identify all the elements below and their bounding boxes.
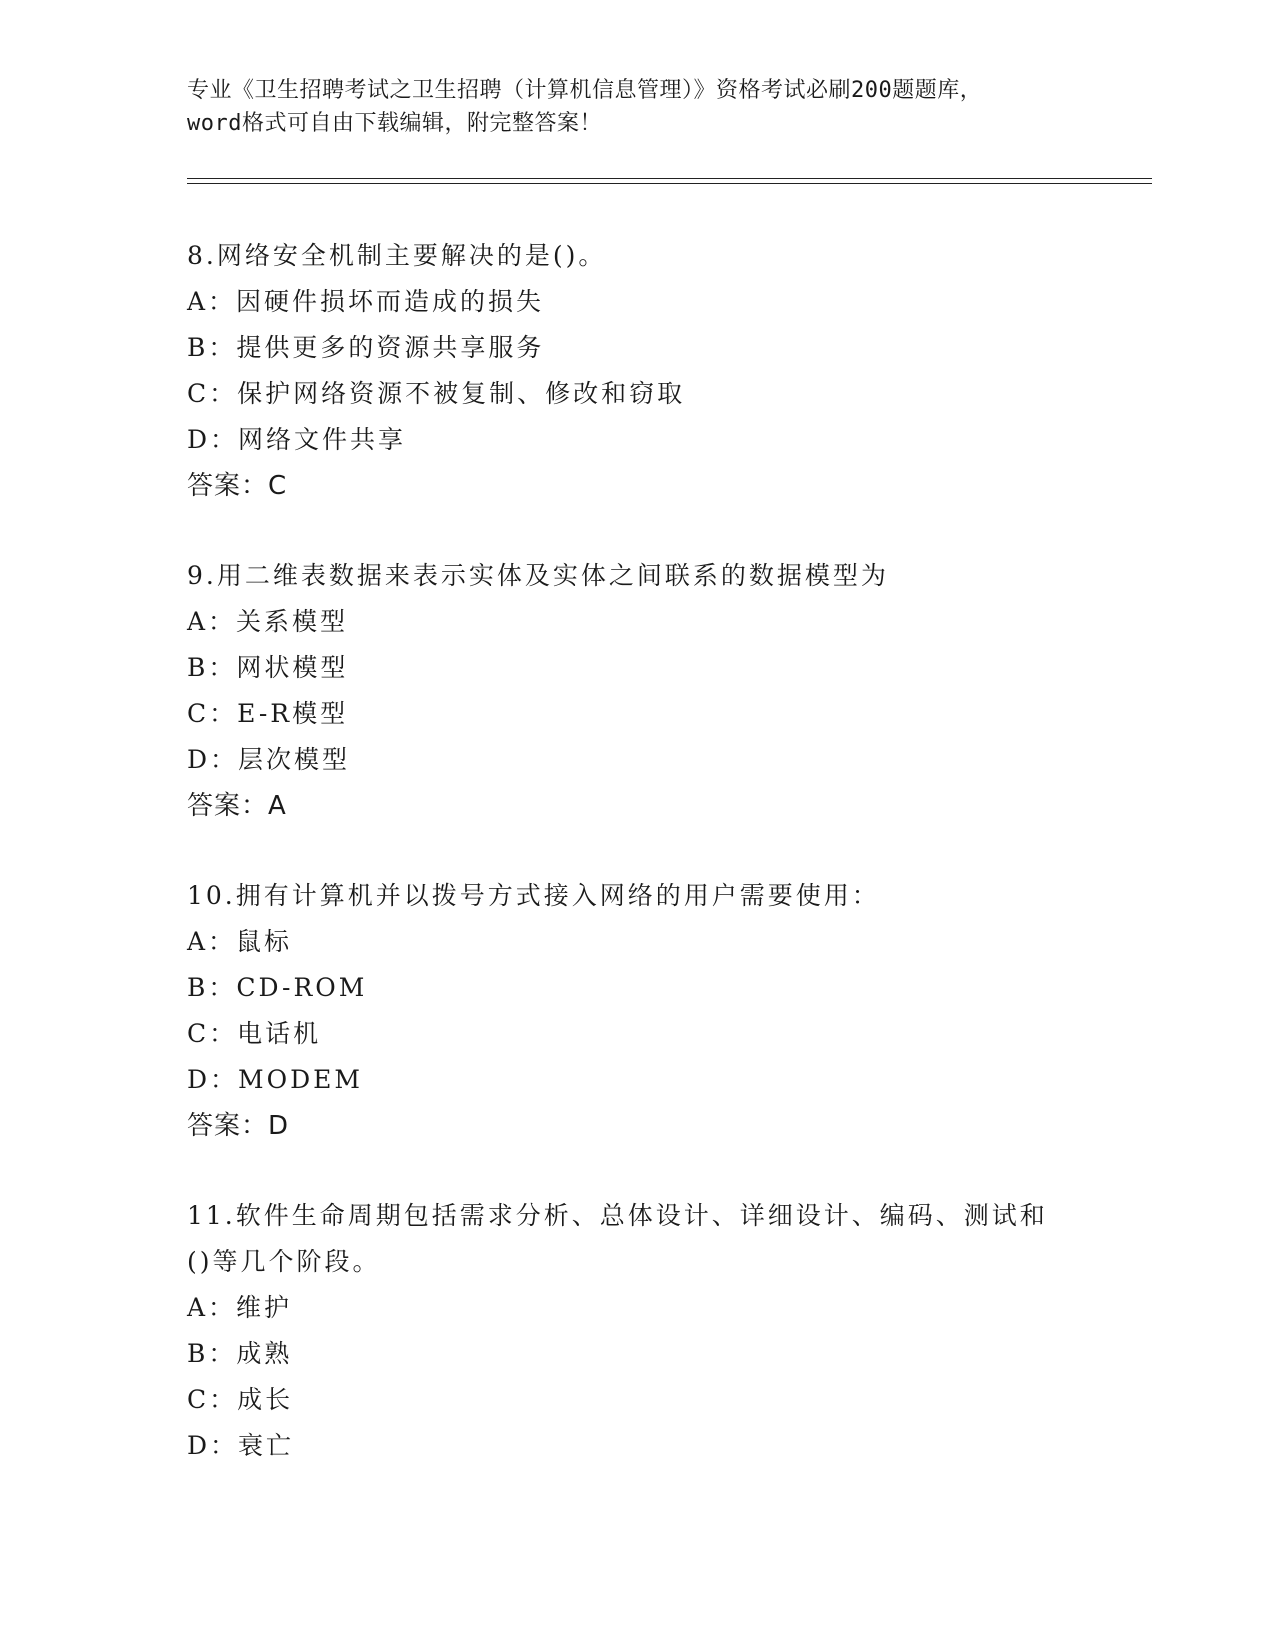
option-a: A：因硬件损坏而造成的损失 (187, 287, 545, 316)
option-c: C：保护网络资源不被复制、修改和窃取 (187, 379, 686, 408)
document-header (187, 74, 1107, 140)
option-d: D：层次模型 (187, 745, 351, 774)
option-b: B：提供更多的资源共享服务 (187, 333, 545, 362)
question-9 (187, 553, 1107, 829)
option-b: B：网状模型 (187, 653, 349, 682)
question-11 (187, 1193, 1107, 1469)
answer: 答案：D (187, 1111, 290, 1141)
option-a: A：鼠标 (187, 927, 293, 956)
option-c: C：成长 (187, 1385, 294, 1414)
option-a: A：关系模型 (187, 607, 349, 636)
option-d: D：网络文件共享 (187, 425, 407, 454)
question-stem: 10.拥有计算机并以拨号方式接入网络的用户需要使用： (187, 881, 880, 910)
option-d: D：衰亡 (187, 1431, 295, 1460)
answer: 答案：A (187, 791, 287, 821)
header-divider-top (187, 178, 1152, 179)
question-stem: 8.网络安全机制主要解决的是()。 (187, 241, 607, 270)
header-title-line-1: 专业《卫生招聘考试之卫生招聘（计算机信息管理）》资格考试必刷200题题库， (187, 78, 983, 103)
question-10 (187, 873, 1107, 1149)
option-d: D：MODEM (187, 1065, 364, 1094)
header-divider-bottom (187, 183, 1152, 184)
option-a: A：维护 (187, 1293, 293, 1322)
header-title-line-2: word格式可自由下载编辑，附完整答案！ (187, 111, 602, 136)
question-stem-line-2: ()等几个阶段。 (187, 1247, 381, 1276)
option-c: C：电话机 (187, 1019, 322, 1048)
option-b: B：CD-ROM (187, 973, 368, 1002)
option-c: C：E-R模型 (187, 699, 349, 728)
question-stem-line-1: 11.软件生命周期包括需求分析、总体设计、详细设计、编码、测试和 (187, 1201, 1048, 1230)
question-stem: 9.用二维表数据来表示实体及实体之间联系的数据模型为 (187, 561, 889, 590)
option-b: B：成熟 (187, 1339, 293, 1368)
question-8 (187, 233, 1107, 509)
answer: 答案：C (187, 471, 288, 501)
